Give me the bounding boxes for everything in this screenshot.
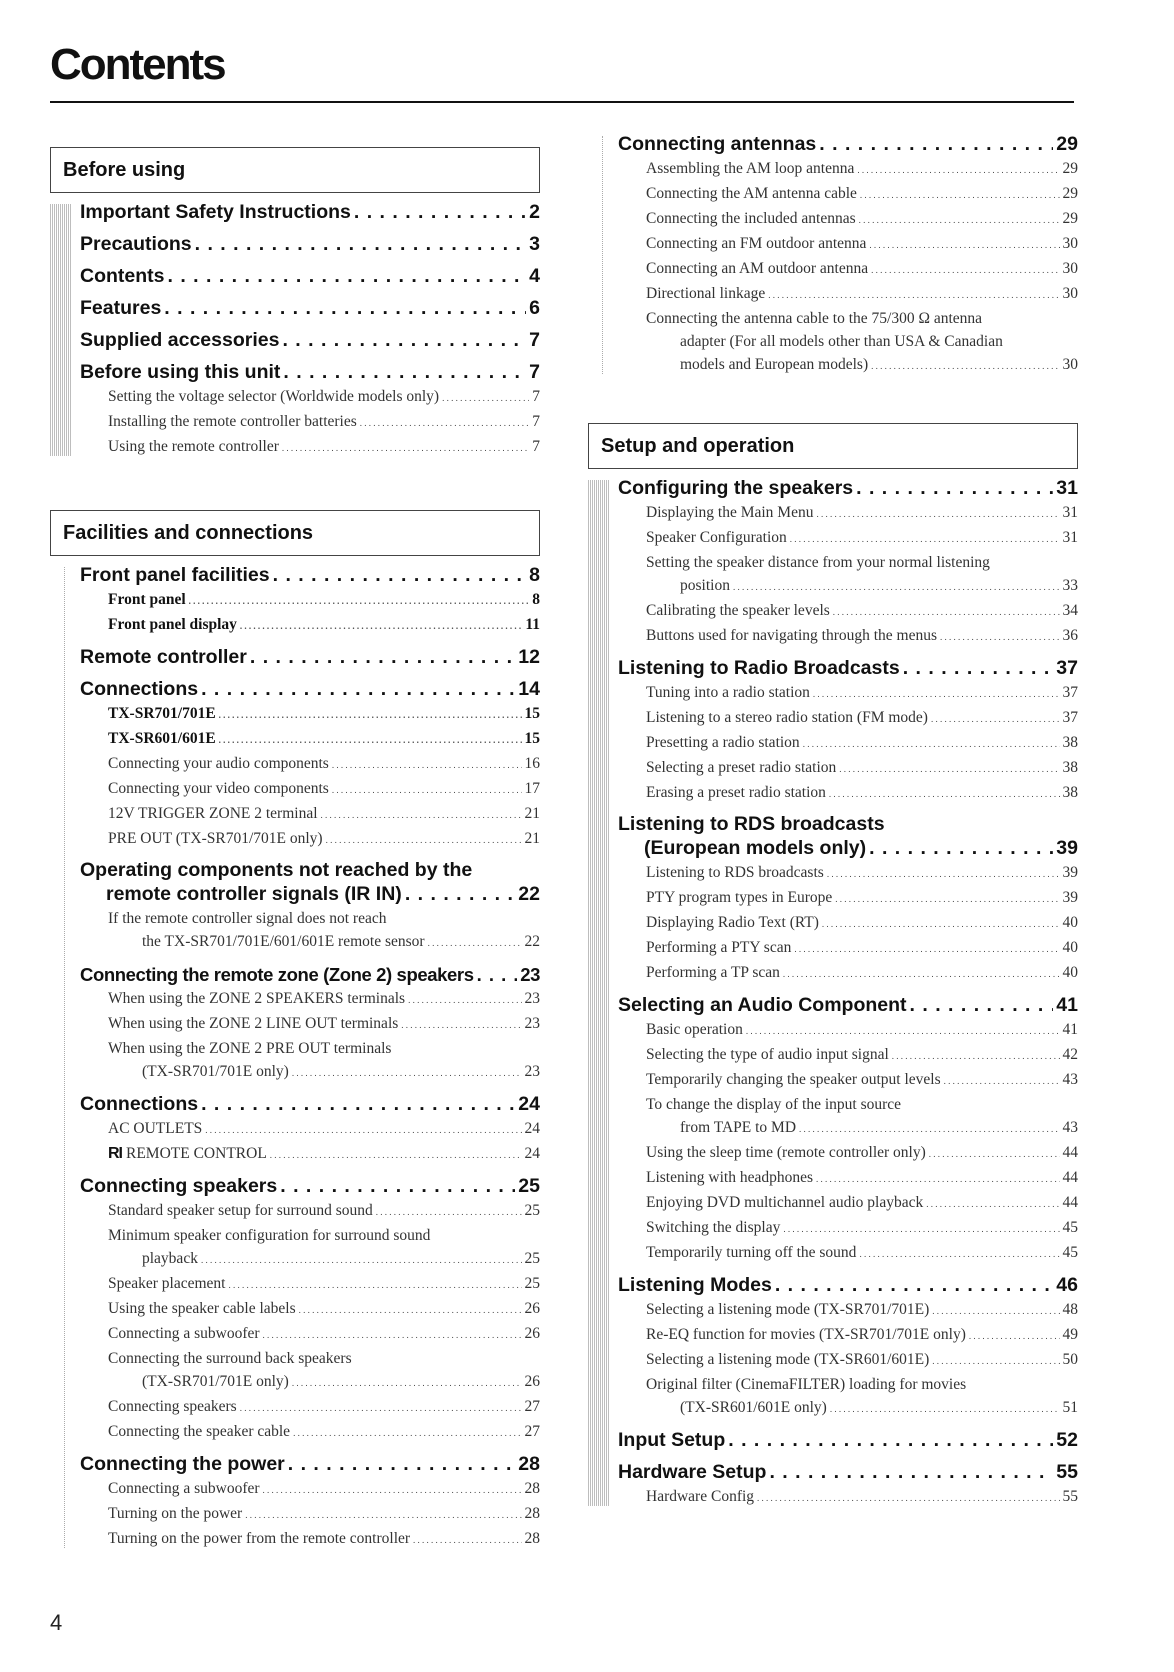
toc-entry[interactable]: Supplied accessories . . . 7 xyxy=(80,328,540,353)
toc-subentry[interactable]: Speaker placement . . . 25 xyxy=(80,1272,540,1297)
toc-subentry[interactable]: Selecting a listening mode (TX-SR601/601E) . . . 50 xyxy=(618,1348,1078,1373)
remote-control-symbol: RI xyxy=(108,1145,122,1162)
toc-subentry[interactable]: Connecting the AM antenna cable . . . 29 xyxy=(618,182,1078,207)
toc-subentry[interactable]: Minimum speaker configuration for surround sound playback . . . 25 xyxy=(80,1224,540,1272)
toc-subentry[interactable]: Using the speaker cable labels . . . 26 xyxy=(80,1297,540,1322)
toc-entry[interactable]: Selecting an Audio Component . . . 41 xyxy=(618,993,1078,1018)
section-heading-setup: Setup and operation xyxy=(588,423,1078,469)
toc-entry[interactable]: Connecting speakers . . . 25 xyxy=(80,1174,540,1199)
toc-entry[interactable]: Operating components not reached by the remote controller signals (IR IN) . . . 22 xyxy=(80,859,540,907)
toc-subentry[interactable]: Turning on the power from the remote controller . . . 28 xyxy=(80,1527,540,1552)
setup-group xyxy=(588,476,1078,1510)
toc-subentry[interactable]: Connecting your video components . . . 17 xyxy=(80,777,540,802)
toc-subentry[interactable]: Setting the speaker distance from your normal listening position . . . 33 xyxy=(618,551,1078,599)
toc-entry[interactable]: Input Setup . . . 52 xyxy=(618,1428,1078,1453)
toc-subentry[interactable]: Connecting an FM outdoor antenna . . . 30 xyxy=(618,232,1078,257)
toc-subentry[interactable]: Enjoying DVD multichannel audio playback . . . 44 xyxy=(618,1191,1078,1216)
toc-subentry[interactable]: Connecting your audio components . . . 16 xyxy=(80,752,540,777)
toc-subentry[interactable]: Calibrating the speaker levels . . . 34 xyxy=(618,599,1078,624)
toc-entry[interactable]: Contents . . . 4 xyxy=(80,264,540,289)
toc-entry[interactable]: Listening Modes . . . 46 xyxy=(618,1273,1078,1298)
toc-subentry[interactable]: Listening to RDS broadcasts . . . 39 xyxy=(618,861,1078,886)
right-column xyxy=(588,128,1078,1510)
toc-entry[interactable]: Connecting the power . . . 28 xyxy=(80,1452,540,1477)
toc-subentry[interactable]: Temporarily turning off the sound . . . 45 xyxy=(618,1241,1078,1266)
toc-subentry[interactable]: Standard speaker setup for surround sound . . . 25 xyxy=(80,1199,540,1224)
page-number: 4 xyxy=(50,1610,63,1635)
section-heading-before-using: Before using xyxy=(50,147,540,193)
toc-subentry[interactable]: Listening with headphones . . . 44 xyxy=(618,1166,1078,1191)
toc-subentry[interactable]: Setting the voltage selector (Worldwide models only) . . . 7 xyxy=(80,385,540,410)
toc-entry[interactable]: Connecting antennas . . . 29 xyxy=(618,132,1078,157)
toc-subentry[interactable]: Switching the display . . . 45 xyxy=(618,1216,1078,1241)
toc-subentry[interactable]: Displaying the Main Menu . . . 31 xyxy=(618,501,1078,526)
toc-subentry[interactable]: Buttons used for navigating through the menus . . . 36 xyxy=(618,624,1078,649)
toc-subentry[interactable]: When using the ZONE 2 PRE OUT terminals (TX-SR701/701E only) . . . 23 xyxy=(80,1037,540,1085)
toc-subentry[interactable]: Directional linkage . . . 30 xyxy=(618,282,1078,307)
toc-subentry[interactable]: Front panel display . . . 11 xyxy=(80,613,540,638)
antennas-group xyxy=(588,132,1078,378)
toc-subentry[interactable]: Hardware Config . . . 55 xyxy=(618,1485,1078,1510)
toc-subentry[interactable]: Connecting a subwoofer . . . 28 xyxy=(80,1477,540,1502)
toc-subentry[interactable]: Selecting a listening mode (TX-SR701/701E) . . . 48 xyxy=(618,1298,1078,1323)
toc-subentry[interactable]: Performing a TP scan . . . 40 xyxy=(618,961,1078,986)
toc-entry[interactable]: Hardware Setup . . . 55 xyxy=(618,1460,1078,1485)
page-title: Contents xyxy=(50,40,225,89)
toc-entry[interactable]: Listening to Radio Broadcasts . . . 37 xyxy=(618,656,1078,681)
toc-subentry[interactable]: TX-SR701/701E . . . 15 xyxy=(80,702,540,727)
toc-entry[interactable]: Important Safety Instructions . . . 2 xyxy=(80,200,540,225)
toc-subentry[interactable]: Re-EQ function for movies (TX-SR701/701E only) . . . 49 xyxy=(618,1323,1078,1348)
toc-subentry[interactable]: Connecting the antenna cable to the 75/300 Ω antenna adapter (For all models other than USA & Canadian models and European models) . . . 30 xyxy=(618,307,1078,378)
toc-subentry[interactable]: Connecting the speaker cable . . . 27 xyxy=(80,1420,540,1445)
toc-subentry[interactable]: AC OUTLETS . . . 24 xyxy=(80,1117,540,1142)
toc-subentry[interactable]: Speaker Configuration . . . 31 xyxy=(618,526,1078,551)
toc-entry[interactable]: Front panel facilities . . . 8 xyxy=(80,563,540,588)
toc-subentry[interactable]: Connecting an AM outdoor antenna . . . 30 xyxy=(618,257,1078,282)
toc-entry[interactable]: Connections . . . 14 xyxy=(80,677,540,702)
toc-subentry[interactable]: Using the remote controller . . . 7 xyxy=(80,435,540,460)
left-column xyxy=(50,147,540,1552)
toc-subentry[interactable]: To change the display of the input source from TAPE to MD . . . 43 xyxy=(618,1093,1078,1141)
toc-subentry[interactable]: Listening to a stereo radio station (FM mode) . . . 37 xyxy=(618,706,1078,731)
title-rule xyxy=(50,101,1074,103)
section-heading-facilities: Facilities and connections xyxy=(50,510,540,556)
toc-subentry[interactable]: Temporarily changing the speaker output levels . . . 43 xyxy=(618,1068,1078,1093)
toc-entry[interactable]: Precautions . . . 3 xyxy=(80,232,540,257)
toc-entry[interactable]: Configuring the speakers . . . 31 xyxy=(618,476,1078,501)
toc-subentry[interactable]: Performing a PTY scan . . . 40 xyxy=(618,936,1078,961)
toc-subentry[interactable]: PRE OUT (TX-SR701/701E only) . . . 21 xyxy=(80,827,540,852)
toc-subentry[interactable]: Connecting speakers . . . 27 xyxy=(80,1395,540,1420)
toc-entry[interactable]: Connecting the remote zone (Zone 2) speakers . . . 23 xyxy=(80,962,540,987)
toc-subentry[interactable]: Assembling the AM loop antenna . . . 29 xyxy=(618,157,1078,182)
toc-subentry[interactable]: Basic operation . . . 41 xyxy=(618,1018,1078,1043)
toc-subentry[interactable]: Presetting a radio station . . . 38 xyxy=(618,731,1078,756)
toc-entry[interactable]: Connections . . . 24 xyxy=(80,1092,540,1117)
toc-subentry[interactable]: TX-SR601/601E . . . 15 xyxy=(80,727,540,752)
toc-subentry[interactable]: Original filter (CinemaFILTER) loading for movies (TX-SR601/601E only) . . . 51 xyxy=(618,1373,1078,1421)
toc-entry[interactable]: Remote controller . . . 12 xyxy=(80,645,540,670)
toc-subentry[interactable]: When using the ZONE 2 LINE OUT terminals . . . 23 xyxy=(80,1012,540,1037)
toc-subentry[interactable]: Connecting the surround back speakers (TX-SR701/701E only) . . . 26 xyxy=(80,1347,540,1395)
toc-subentry[interactable]: Front panel . . . 8 xyxy=(80,588,540,613)
toc-subentry[interactable]: RI REMOTE CONTROL . . . 24 xyxy=(80,1142,540,1167)
toc-subentry[interactable]: Tuning into a radio station . . . 37 xyxy=(618,681,1078,706)
toc-subentry[interactable]: PTY program types in Europe . . . 39 xyxy=(618,886,1078,911)
toc-subentry[interactable]: Selecting the type of audio input signal . . . 42 xyxy=(618,1043,1078,1068)
toc-subentry[interactable]: When using the ZONE 2 SPEAKERS terminals . . . 23 xyxy=(80,987,540,1012)
before-using-group xyxy=(50,200,540,460)
toc-subentry[interactable]: Connecting a subwoofer . . . 26 xyxy=(80,1322,540,1347)
toc-entry[interactable]: Listening to RDS broadcasts (European models only) . . . 39 xyxy=(618,813,1078,861)
toc-entry[interactable]: Before using this unit . . . 7 xyxy=(80,360,540,385)
facilities-group xyxy=(50,563,540,1552)
toc-subentry[interactable]: Displaying Radio Text (RT) . . . 40 xyxy=(618,911,1078,936)
toc-subentry[interactable]: Using the sleep time (remote controller only) . . . 44 xyxy=(618,1141,1078,1166)
toc-subentry[interactable]: 12V TRIGGER ZONE 2 terminal . . . 21 xyxy=(80,802,540,827)
toc-subentry[interactable]: Connecting the included antennas . . . 29 xyxy=(618,207,1078,232)
toc-subentry[interactable]: Turning on the power . . . 28 xyxy=(80,1502,540,1527)
toc-subentry[interactable]: Erasing a preset radio station . . . 38 xyxy=(618,781,1078,806)
toc-subentry[interactable]: If the remote controller signal does not reach the TX-SR701/701E/601/601E remote sensor . . . 22 xyxy=(80,907,540,955)
toc-subentry[interactable]: Selecting a preset radio station . . . 38 xyxy=(618,756,1078,781)
toc-entry[interactable]: Features . . . 6 xyxy=(80,296,540,321)
toc-subentry[interactable]: Installing the remote controller batteries . . . 7 xyxy=(80,410,540,435)
